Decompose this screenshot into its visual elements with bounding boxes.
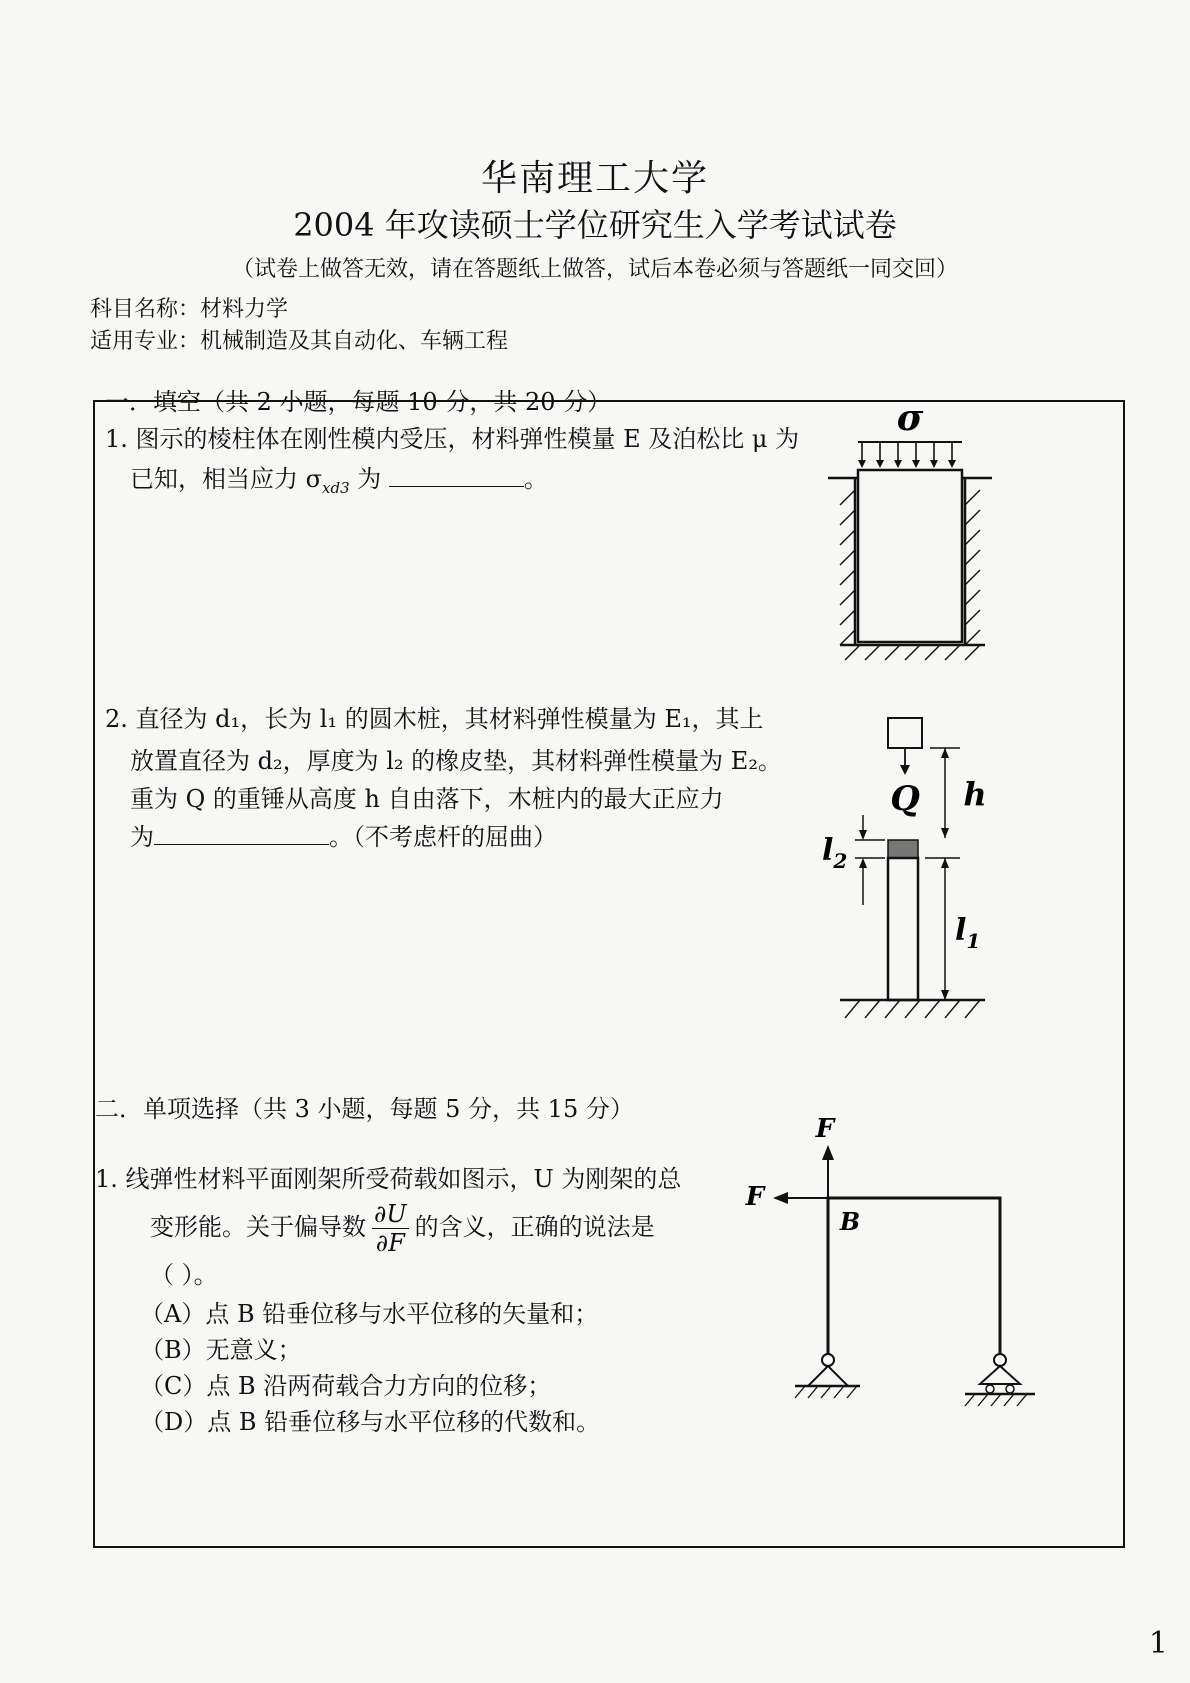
fig3-B-label: B (839, 1207, 861, 1236)
s1-q1-line2-mid: 为 (349, 465, 382, 493)
page-number: 1 (1148, 1626, 1168, 1661)
s2-q1-answer-paren[interactable]: （ ）。 (150, 1261, 218, 1289)
s1-q2-line1: 2. 直径为 d₁，长为 l₁ 的圆木桩，其材料弹性模量为 E₁，其上 (105, 705, 764, 733)
fig3-F-top-label: F (815, 1114, 835, 1144)
fig2-l2-label: $l_2$ (822, 833, 848, 873)
exam-notice: （试卷上做答无效，请在答题纸上做答，试后本卷必须与答题纸一同交回） (231, 257, 958, 282)
s2-q1-line2-post: 的含义，正确的说法是 (414, 1213, 655, 1241)
university-title: 华南理工大学 (480, 158, 709, 199)
fig3-pin-support (808, 1366, 848, 1386)
option-c[interactable]: （C）点 B 沿两荷载合力方向的位移； (140, 1372, 552, 1400)
section1-heading: 一．填空（共 2 小题，每题 10 分，共 20 分） (105, 388, 612, 416)
fig3-roller-support (980, 1366, 1020, 1384)
option-b[interactable]: （B）无意义； (140, 1336, 302, 1364)
section2-heading: 二．单项选择（共 3 小题，每题 5 分，共 15 分） (95, 1095, 634, 1123)
s1-q2-line2: 放置直径为 d₂，厚度为 l₂ 的橡皮垫，其材料弹性模量为 E₂。 (130, 747, 782, 775)
s1-q1-subscript: xd3 (322, 478, 350, 497)
s1-q2-line3: 重为 Q 的重锤从高度 h 自由落下，木桩内的最大正应力 (130, 785, 724, 813)
frac-denominator: ∂F (375, 1229, 405, 1257)
option-d[interactable]: （D）点 B 铅垂位移与水平位移的代数和。 (140, 1408, 601, 1436)
exam-title: 2004 年攻读硕士学位研究生入学考试试卷 (293, 206, 897, 244)
frac-numerator: ∂U (374, 1200, 407, 1228)
fig2-h-label: h (963, 775, 987, 813)
s1-q1-line1: 1. 图示的棱柱体在刚性模内受压，材料弹性模量 E 及泊松比 μ 为 (105, 425, 800, 453)
option-a[interactable]: （A）点 B 铅垂位移与水平位移的矢量和； (140, 1300, 599, 1328)
fig2-Q-label: Q (890, 779, 920, 819)
s2-q1-line2-pre: 变形能。关于偏导数 (150, 1213, 366, 1241)
s1-q2-line4-post: 。（不考虑杆的屈曲） (329, 823, 557, 851)
s1-q1-line2-pre: 已知，相当应力 σ (130, 465, 323, 493)
fig1-sigma-label: σ (896, 397, 924, 439)
s2-q1-line1: 1. 线弹性材料平面刚架所受荷载如图示，U 为刚架的总 (95, 1165, 682, 1193)
s1-q2-line4-pre: 为 (130, 823, 154, 851)
fig3-F-left-label: F (745, 1182, 765, 1212)
s1-q1-line2-post: 。 (523, 465, 548, 493)
subject-line: 科目名称：材料力学 (90, 297, 289, 322)
fig2-l1-label: $l_1$ (955, 913, 981, 953)
majors-line: 适用专业：机械制造及其自动化、车辆工程 (90, 329, 509, 354)
